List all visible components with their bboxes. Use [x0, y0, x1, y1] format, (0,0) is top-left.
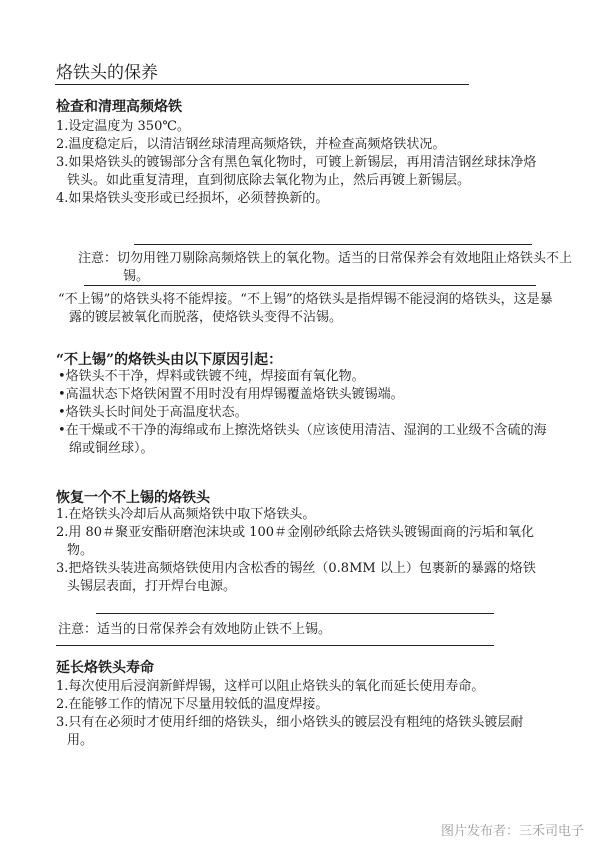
page-title: 烙铁头的保养	[56, 63, 158, 83]
extend-life-tips	[56, 678, 546, 750]
publisher-watermark: 图片发布者：三禾司电子	[440, 824, 584, 839]
note-top-rule	[134, 244, 532, 245]
list-item: 2.在能够工作的情况下尽量用较低的温度焊接。	[56, 697, 329, 712]
list-item: •烙铁头不干净，焊料或铁镀不纯，焊接面有氧化物。	[58, 369, 365, 384]
list-item: 3.只有在必须时才使用纤细的烙铁头，细小烙铁头的镀层没有粗纯的烙铁头镀层耐用。	[56, 715, 524, 748]
section-heading-causes: “不上锡”的烙铁头由以下原因引起：	[56, 352, 283, 368]
section-heading-check-clean: 检查和清理高频烙铁	[56, 99, 182, 115]
list-item: 1.在烙铁头冷却后从高频烙铁中取下烙铁头。	[56, 507, 316, 522]
non-tinning-description: “不上锡”的烙铁头将不能焊接。“不上锡”的烙铁头是指焊锡不能浸润的烙铁头，这是暴露的镀层被氧化而脱落，使烙铁头变得不沾锡。	[58, 292, 553, 325]
section-heading-extend-life: 延长烙铁头寿命	[56, 660, 154, 676]
list-item: 4.如果烙铁头变形或已经损坏，必须替换新的。	[56, 191, 329, 206]
note2-top-rule	[96, 613, 494, 614]
note-daily-maintenance: 注意：适当的日常保养会有效地防止铁不上锡。	[58, 622, 332, 637]
list-item: •在干燥或不干净的海绵或布上擦洗烙铁头（应该使用清洁、湿润的工业级不含硫的海绵或铜丝球）。	[58, 423, 547, 456]
list-item: •烙铁头长时间处于高温度状态。	[58, 405, 248, 420]
causes-list	[58, 368, 548, 458]
list-item: 3.如果烙铁头的镀锡部分含有黑色氧化物时，可镀上新锡层，再用清洁钢丝球抹净烙铁头。如此重复清理，直到彻底除去氧化物为止，然后再镀上新锡层。	[56, 155, 537, 188]
list-item: 3.把烙铁头装进高频烙铁使用内含松香的锡丝（0.8MM 以上）包裹新的暴露的烙铁头锡层表面，打开焊台电源。	[56, 561, 536, 594]
list-item: 1.每次使用后浸润新鲜焊锡，这样可以阻止烙铁头的氧化而延长使用寿命。	[56, 679, 485, 694]
note-file-warning: 注意：切勿用锉刀剔除高频烙铁上的氧化物。适当的日常保养会有效地阻止烙铁头不上锡。	[78, 251, 573, 284]
section-heading-restore: 恢复一个不上锡的烙铁头	[56, 490, 210, 506]
note2-bottom-rule	[56, 645, 494, 646]
check-clean-steps	[56, 118, 546, 208]
list-item: 1.设定温度为 350℃。	[56, 119, 190, 134]
list-item: 2.用 80＃聚亚安酯研磨泡沫块或 100＃金刚砂纸除去烙铁头镀锡面商的污垢和氧化物。	[56, 525, 535, 558]
note-bottom-rule	[84, 285, 536, 286]
title-divider	[55, 84, 469, 85]
list-item: 2.温度稳定后，以清洁钢丝球清理高频烙铁，并检查高频烙铁状况。	[56, 137, 446, 152]
restore-steps	[56, 506, 546, 596]
list-item: •高温状态下烙铁闲置不用时没有用焊锡覆盖烙铁头镀锡端。	[58, 387, 404, 402]
